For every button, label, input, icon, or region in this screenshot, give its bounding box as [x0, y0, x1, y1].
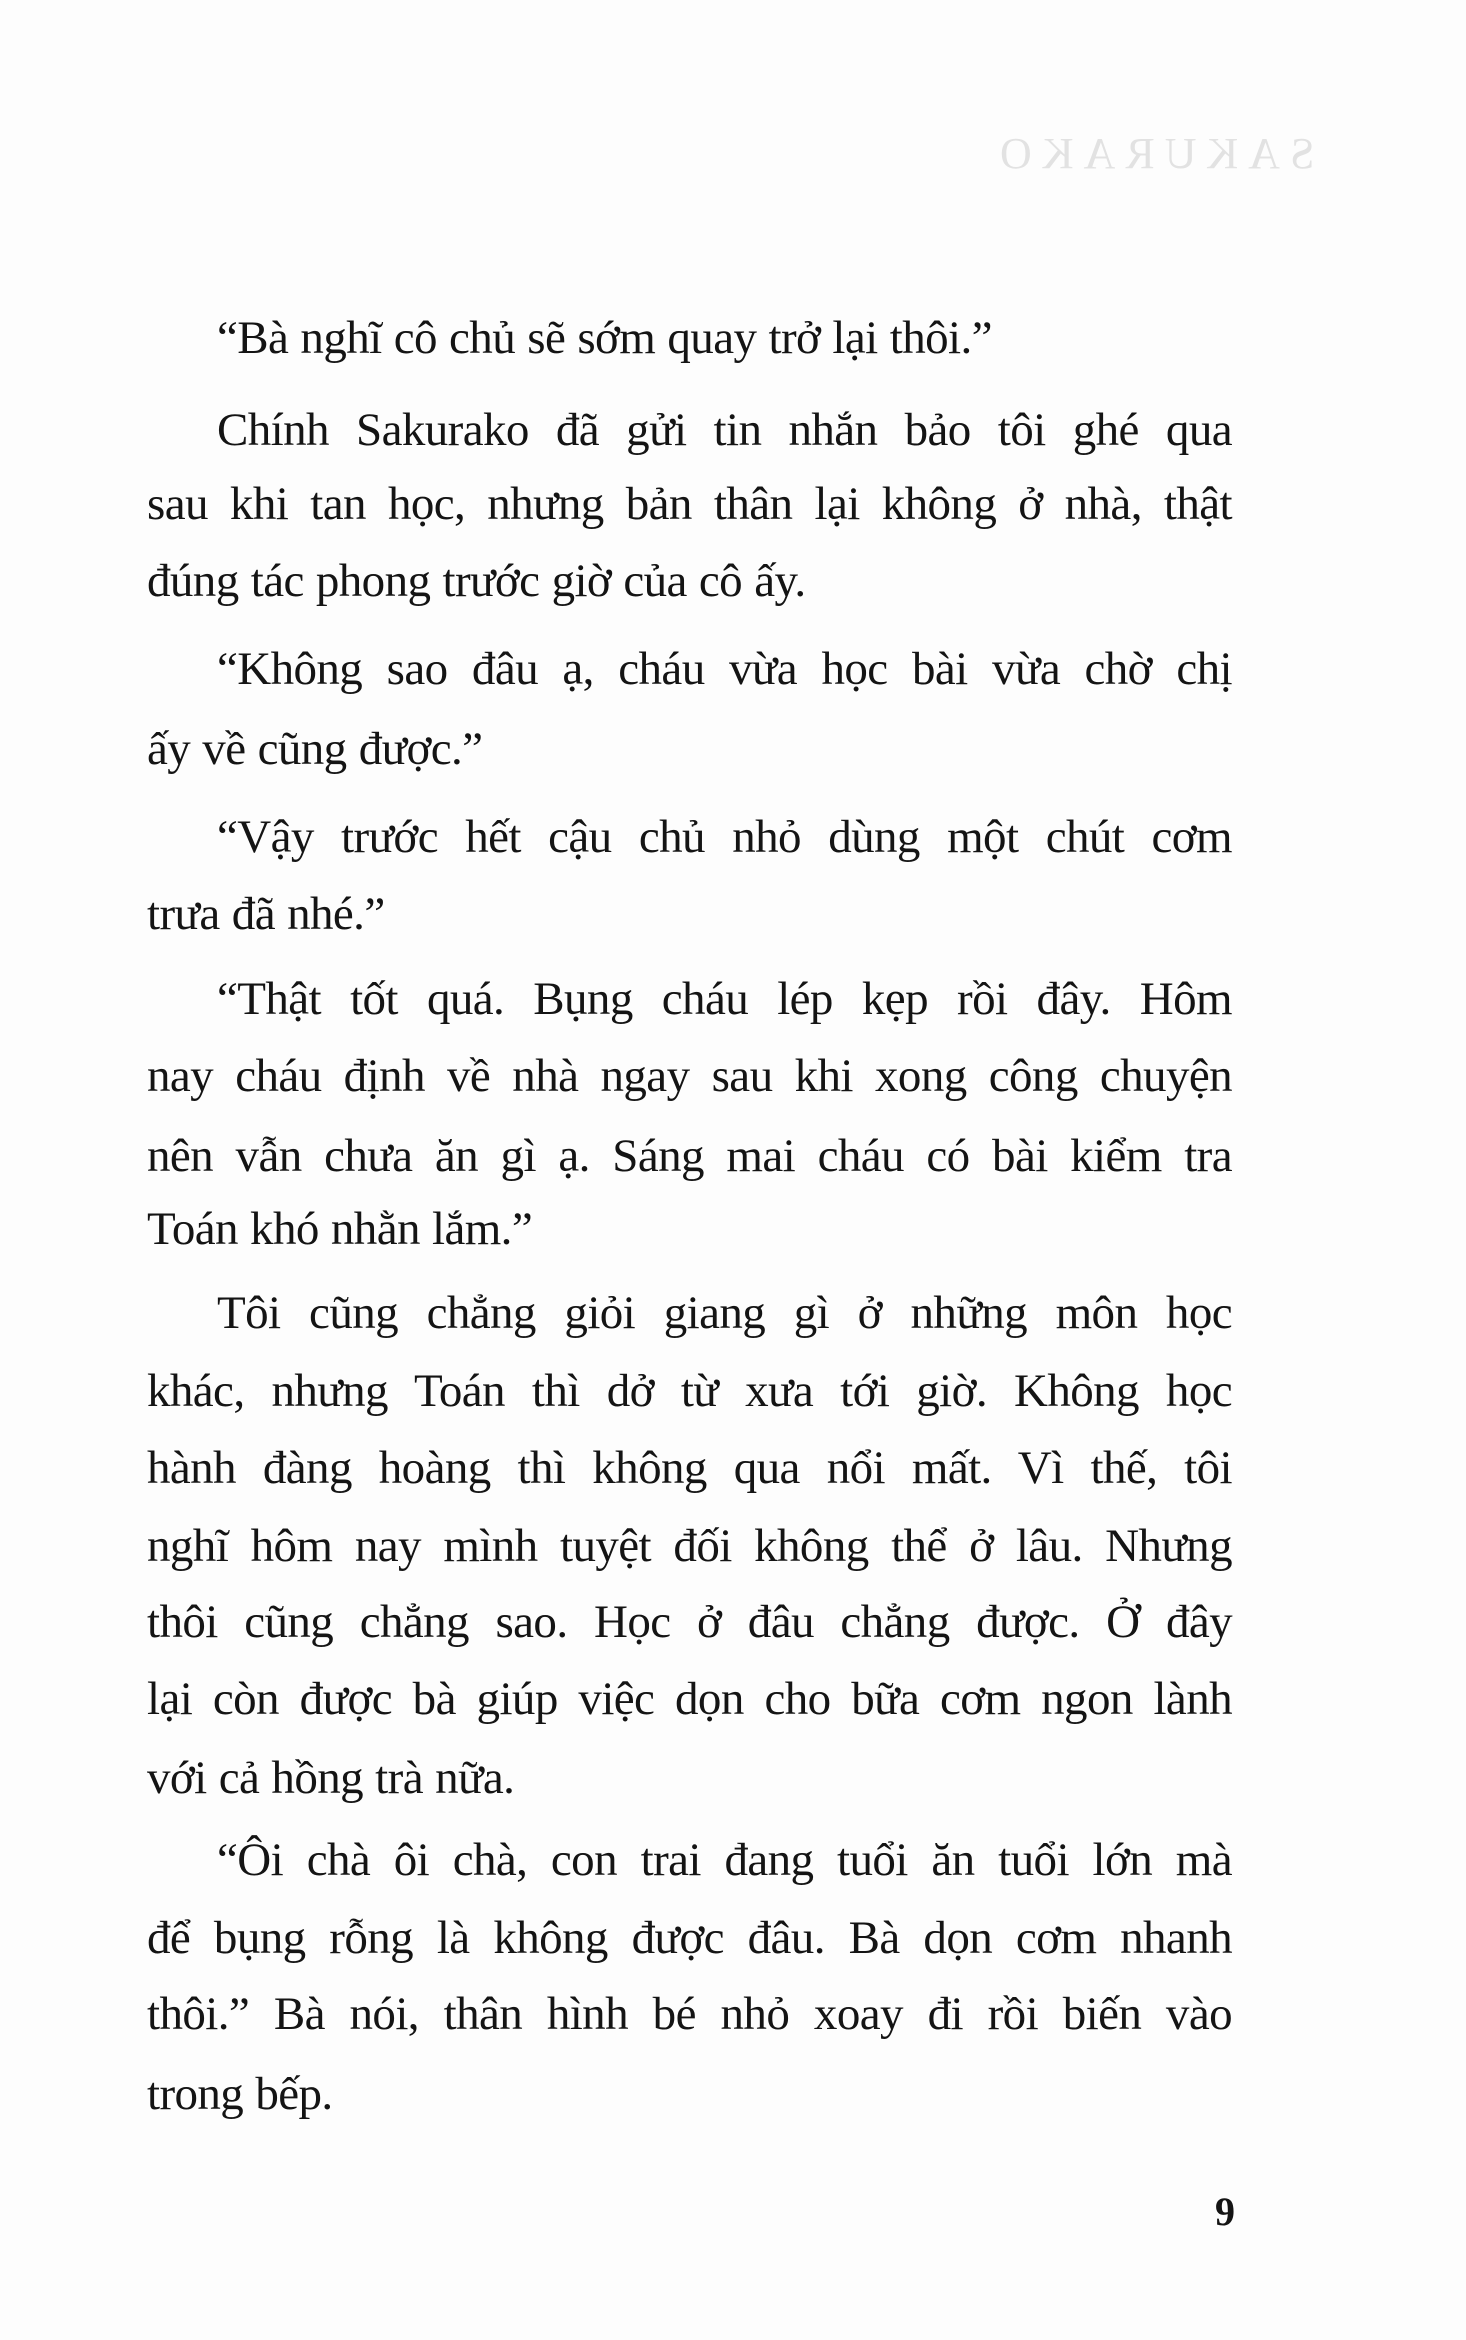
header-logo: SAKURAKO	[990, 129, 1315, 178]
text-line: với cả hồng trà nữa.	[147, 1752, 515, 1804]
text-line: thôi cũng chẳng sao. Học ở đâu chẳng được. Ở đây	[147, 1596, 1232, 1648]
text-line: ấy về cũng được.”	[147, 723, 483, 775]
text-line: hành đàng hoàng thì không qua nổi mất. Vì thế, tôi	[147, 1442, 1232, 1494]
text-line: đúng tác phong trước giờ của cô ấy.	[147, 555, 806, 607]
text-line: Tôi cũng chẳng giỏi giang gì ở những môn học	[217, 1287, 1232, 1339]
text-line: để bụng rỗng là không được đâu. Bà dọn cơm nhanh	[147, 1912, 1232, 1964]
text-line: trưa đã nhé.”	[147, 888, 385, 940]
page-number: 9	[1215, 2189, 1235, 2234]
text-line: sau khi tan học, nhưng bản thân lại không ở nhà, thật	[147, 478, 1232, 530]
text-line: thôi.” Bà nói, thân hình bé nhỏ xoay đi rồi biến vào	[147, 1988, 1232, 2040]
text-line: “Ôi chà ôi chà, con trai đang tuổi ăn tuổi lớn mà	[217, 1834, 1232, 1886]
text-line: nghĩ hôm nay mình tuyệt đối không thể ở lâu. Nhưng	[147, 1520, 1232, 1572]
text-line: “Không sao đâu ạ, cháu vừa học bài vừa chờ chị	[217, 643, 1232, 695]
text-line: Toán khó nhằn lắm.”	[147, 1203, 533, 1255]
text-line: khác, nhưng Toán thì dở từ xưa tới giờ. Không học	[147, 1365, 1232, 1417]
text-line: nên vẫn chưa ăn gì ạ. Sáng mai cháu có bài kiểm tra	[147, 1130, 1232, 1182]
text-line: “Bà nghĩ cô chủ sẽ sớm quay trở lại thôi.”	[217, 312, 992, 364]
text-line: lại còn được bà giúp việc dọn cho bữa cơm ngon lành	[147, 1673, 1232, 1725]
text-line: “Thật tốt quá. Bụng cháu lép kẹp rồi đây. Hôm	[217, 973, 1232, 1025]
text-line: nay cháu định về nhà ngay sau khi xong công chuyện	[147, 1050, 1232, 1102]
text-line: Chính Sakurako đã gửi tin nhắn bảo tôi ghé qua	[217, 404, 1232, 456]
text-line: “Vậy trước hết cậu chủ nhỏ dùng một chút cơm	[217, 811, 1232, 863]
text-line: trong bếp.	[147, 2068, 333, 2120]
